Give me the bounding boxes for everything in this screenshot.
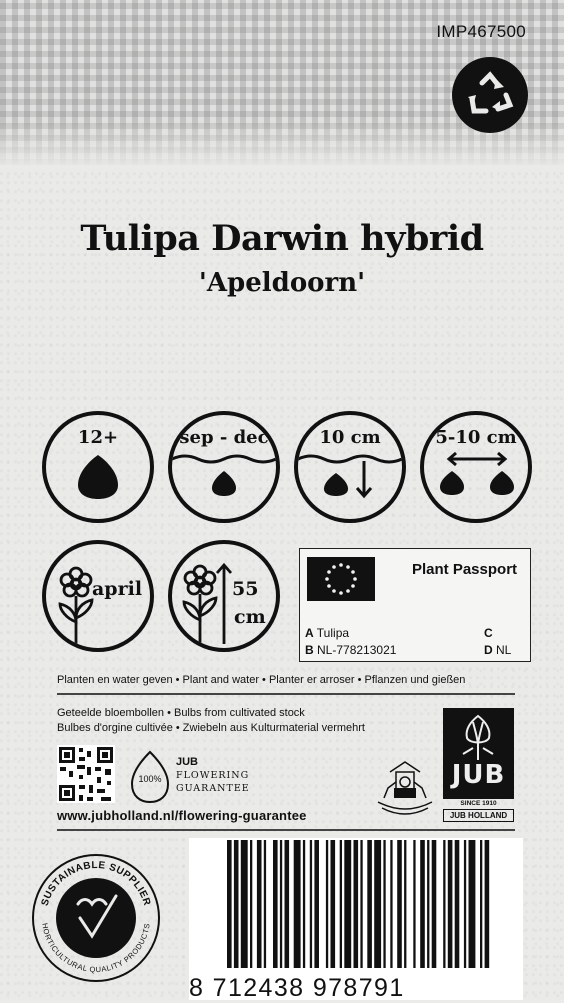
barcode-bar — [234, 840, 239, 968]
flowering-month-label: april — [92, 578, 143, 600]
passport-key-b: B — [305, 643, 314, 657]
barcode-bar — [480, 840, 482, 968]
barcode-bar — [264, 840, 266, 968]
barcode-bar — [241, 840, 248, 968]
barcode-bar — [303, 840, 305, 968]
supplier-badge-top: SUSTAINABLE SUPPLIER — [39, 859, 153, 908]
passport-row-d — [484, 643, 511, 657]
tulip-logo-icon — [443, 708, 514, 766]
bulb-spacing-icon — [424, 415, 528, 519]
flowering-guarantee-icon — [128, 748, 172, 804]
recycle-icon — [452, 57, 528, 133]
care-instructions: Planten en water geven • Plant and water • Planter er arroser • Pflanzen und gießen — [57, 674, 466, 686]
jub-logo — [443, 708, 514, 799]
barcode-bar — [273, 840, 278, 968]
barcode-bar — [294, 840, 301, 968]
passport-row-c — [484, 626, 493, 640]
planting-depth-label: 10 cm — [319, 427, 381, 448]
origin-line-1: Geteelde bloembollen • Bulbs from cultivated stock — [57, 707, 305, 719]
bulb-count-label: 12+ — [77, 427, 119, 448]
barcode-bar — [280, 840, 282, 968]
barcode-bar — [420, 840, 425, 968]
plant-height-badge — [168, 540, 280, 652]
barcode-bar — [390, 840, 392, 968]
barcode-bar — [413, 840, 415, 968]
barcode-bar — [443, 840, 445, 968]
barcode-bar — [404, 840, 406, 968]
barcode-bar — [360, 840, 362, 968]
passport-row-a — [305, 626, 349, 640]
barcode-bar — [485, 840, 490, 968]
royal-crest-icon — [374, 758, 436, 820]
planting-time-icon — [172, 415, 276, 519]
planting-depth-badge — [294, 411, 406, 523]
barcode-bar — [374, 840, 381, 968]
passport-value-b: NL-778213021 — [317, 643, 397, 657]
barcode-bar — [448, 840, 453, 968]
passport-value-d: NL — [496, 643, 512, 657]
passport-key-a: A — [305, 626, 314, 640]
guarantee-url[interactable]: www.jubholland.nl/flowering-guarantee — [57, 808, 307, 823]
passport-key-c: C — [484, 626, 493, 640]
plant-height-unit: cm — [234, 606, 266, 628]
passport-row-b — [305, 643, 396, 657]
bulb-spacing-badge — [420, 411, 532, 523]
sustainable-supplier-badge — [30, 852, 162, 984]
guarantee-line-3: GUARANTEE — [176, 783, 250, 794]
barcode-bar — [326, 840, 328, 968]
passport-value-a: Tulipa — [316, 626, 350, 640]
barcode — [189, 838, 523, 1000]
barcode-bar — [427, 840, 429, 968]
bulb-icon — [46, 415, 150, 519]
barcode-bar — [314, 840, 319, 968]
barcode-bar — [227, 840, 232, 968]
barcode-digits: 8 712438 978791 — [189, 974, 405, 1002]
barcode-bar — [397, 840, 402, 968]
planting-time-label: sep - dec — [179, 427, 269, 448]
barcode-bar — [257, 840, 262, 968]
barcode-bar — [455, 840, 460, 968]
barcode-bar — [344, 840, 351, 968]
bulb-count-badge — [42, 411, 154, 523]
divider — [57, 693, 515, 695]
bulb-spacing-label: 5-10 cm — [435, 427, 517, 448]
barcode-bar — [250, 840, 252, 968]
barcode-bar — [331, 840, 336, 968]
origin-line-2: Bulbes d'orgine cultivée • Zwiebeln aus Kulturmaterial vermehrt — [57, 722, 365, 734]
product-code: IMP467500 — [436, 22, 526, 41]
barcode-bar — [354, 840, 359, 968]
plant-passport — [299, 548, 531, 662]
passport-key-d: D — [484, 643, 493, 657]
barcode-bar — [432, 840, 437, 968]
brand-since: SINCE 1910 — [460, 800, 497, 807]
barcode-bar — [367, 840, 372, 968]
supplier-badge-bottom: HORTICULTURAL QUALITY PRODUCTS — [40, 922, 152, 975]
brand-name: JUB — [451, 760, 506, 790]
planting-depth-icon — [298, 415, 402, 519]
eu-flag-icon — [307, 557, 375, 601]
guarantee-line-2: FLOWERING — [176, 770, 250, 781]
barcode-bar — [383, 840, 385, 968]
barcode-bar — [464, 840, 466, 968]
brand-holland: JUB HOLLAND — [443, 809, 514, 822]
barcode-bar — [469, 840, 476, 968]
barcode-bar — [340, 840, 342, 968]
barcode-bar — [285, 840, 290, 968]
flowering-month-badge — [42, 540, 154, 652]
product-name: Tulipa Darwin hybrid — [80, 218, 484, 259]
divider-2 — [57, 829, 515, 831]
product-variety: 'Apeldoorn' — [198, 268, 366, 298]
planting-time-badge — [168, 411, 280, 523]
barcode-bars — [189, 838, 523, 970]
guarantee-percent: 100% — [138, 774, 162, 784]
barcode-bar — [310, 840, 312, 968]
plant-height-value: 55 — [232, 578, 259, 600]
qr-code[interactable] — [57, 745, 115, 803]
passport-title: Plant Passport — [412, 561, 518, 578]
guarantee-brand: JUB — [176, 756, 199, 768]
